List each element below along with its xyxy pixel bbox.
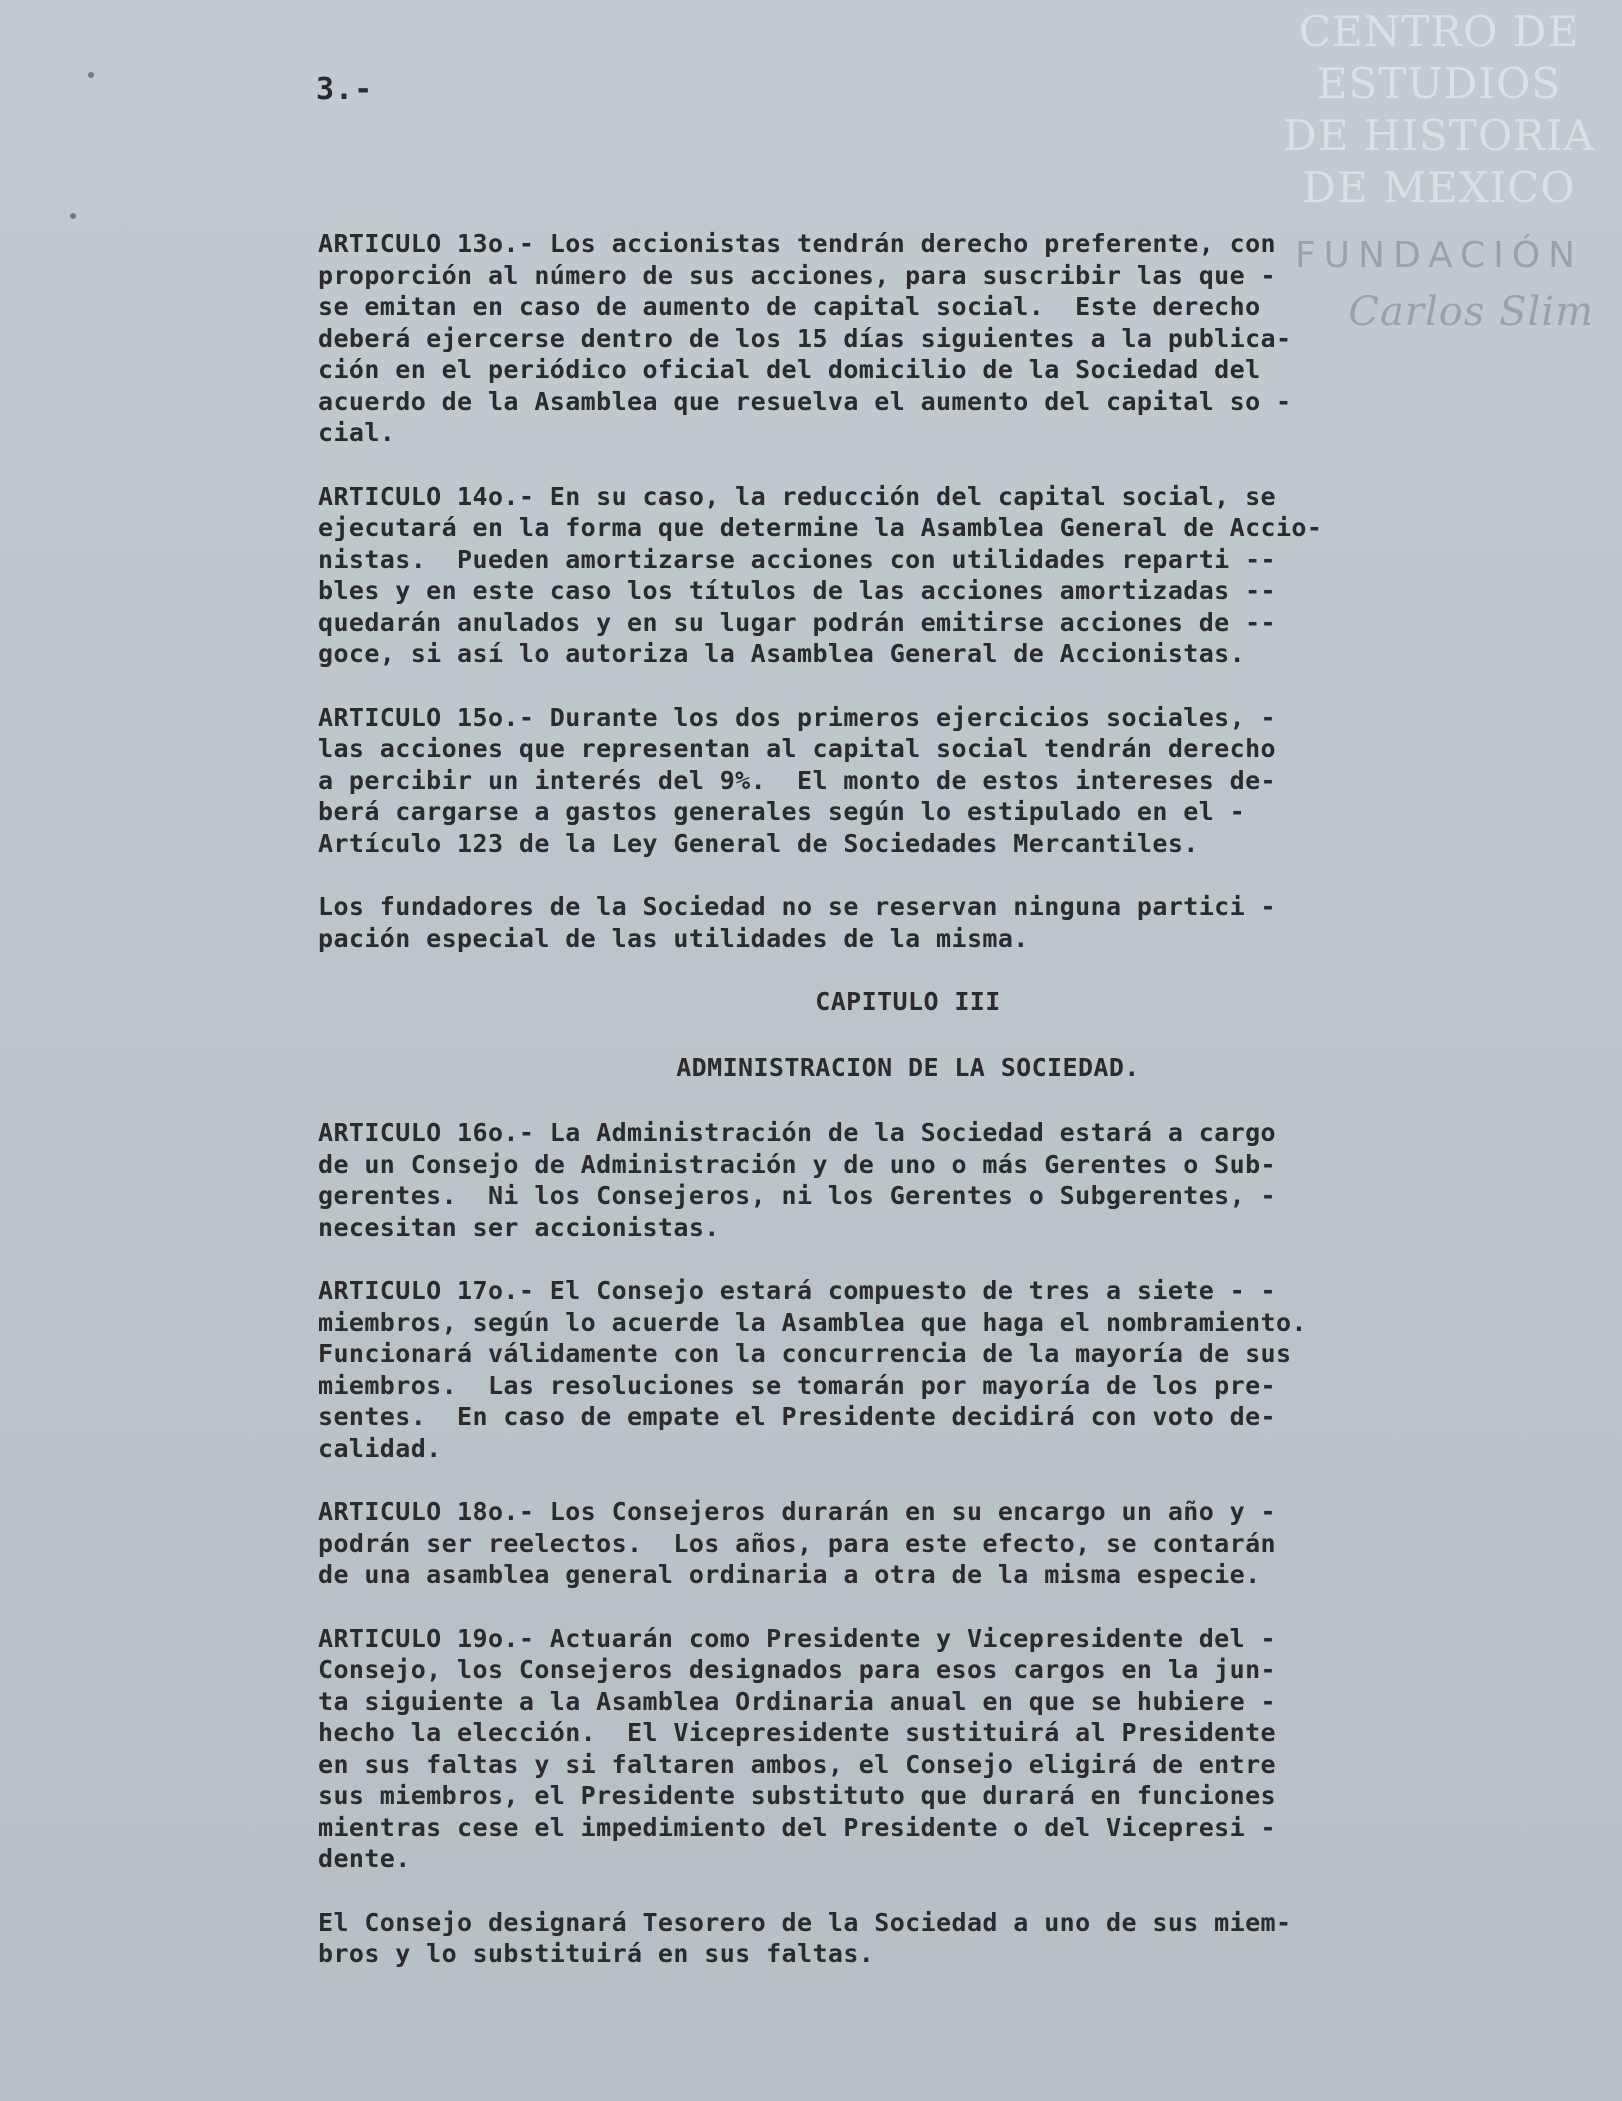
text-line: proporción al número de sus acciones, para suscribir las que - <box>318 260 1276 290</box>
paragraph <box>318 1275 1558 1464</box>
watermark-line: ESTUDIOS <box>1316 59 1562 108</box>
text-line: ARTICULO 16o.- La Administración de la Sociedad estará a cargo <box>318 1118 1276 1147</box>
text-line: ARTICULO 19o.- Actuarán como Presidente y Vicepresidente del - <box>318 1623 1276 1653</box>
text-line: bles y en este caso los títulos de las acciones amortizadas -- <box>318 576 1276 605</box>
paragraph <box>318 1117 1558 1243</box>
paragraph <box>318 702 1558 860</box>
text-line: necesitan ser accionistas. <box>318 1212 720 1242</box>
watermark-org: FUNDACIÓN <box>1294 235 1584 276</box>
chapter-subtitle: ADMINISTRACION DE LA SOCIEDAD. <box>676 1052 1140 1082</box>
text-line: en sus faltas y si faltaren ambos, el Consejo eligirá de entre <box>318 1749 1276 1779</box>
text-line: ARTICULO 15o.- Durante los dos primeros ejercicios sociales, - <box>318 702 1276 732</box>
articles-section <box>318 228 1558 954</box>
text-line: gerentes. Ni los Consejeros, ni los Gerentes o Subgerentes, - <box>318 1181 1276 1210</box>
watermark-line: CENTRO DE <box>1298 7 1580 56</box>
paragraph <box>318 228 1558 449</box>
watermark-line: DE MEXICO <box>1302 163 1576 212</box>
text-line: Artículo 123 de la Ley General de Sociedades Mercantiles. <box>318 828 1199 858</box>
text-line: mientras cese el impedimiento del Presidente o del Vicepresi - <box>318 1812 1276 1842</box>
text-line: calidad. <box>318 1433 442 1463</box>
text-line: pación especial de las utilidades de la misma. <box>318 923 1029 953</box>
watermark-line: DE HISTORIA <box>1283 111 1595 160</box>
text-line: sentes. En caso de empate el Presidente decidirá con voto de- <box>318 1402 1276 1431</box>
chapter-title: CAPITULO III <box>815 987 1001 1016</box>
text-line: goce, si así lo autoriza la Asamblea General de Accionistas. <box>318 639 1246 668</box>
text-line: ARTICULO 17o.- El Consejo estará compuesto de tres a siete - - <box>318 1276 1276 1305</box>
paragraph <box>318 1496 1558 1591</box>
text-line: se emitan en caso de aumento de capital social. Este derecho <box>318 292 1261 321</box>
text-line: de una asamblea general ordinaria a otra de la misma especie. <box>318 1560 1261 1589</box>
text-line: berá cargarse a gastos generales según lo estipulado en el - <box>318 797 1246 826</box>
text-line: dente. <box>318 1844 411 1873</box>
paragraph <box>318 481 1558 670</box>
text-line: ARTICULO 18o.- Los Consejeros durarán en su encargo un año y - <box>318 1497 1276 1526</box>
paragraph <box>318 1907 1558 1970</box>
text-line: bros y lo substituirá en sus faltas. <box>318 1939 875 1968</box>
text-line: quedarán anulados y en su lugar podrán emitirse acciones de -- <box>318 607 1276 637</box>
text-line: ejecutará en la forma que determine la Asamblea General de Accio- <box>318 513 1323 542</box>
text-line: nistas. Pueden amortizarse acciones con utilidades reparti -- <box>318 544 1276 574</box>
text-line: las acciones que representan al capital social tendrán derecho <box>318 734 1276 763</box>
text-line: acuerdo de la Asamblea que resuelva el aumento del capital so - <box>318 386 1292 416</box>
text-line: podrán ser reelectos. Los años, para este efecto, se contarán <box>318 1528 1276 1558</box>
text-line: hecho la elección. El Vicepresidente sustituirá al Presidente <box>318 1718 1276 1747</box>
text-line: El Consejo designará Tesorero de la Sociedad a uno de sus miem- <box>318 1907 1292 1937</box>
text-line: ción en el periódico oficial del domicilio de la Sociedad del <box>318 355 1261 384</box>
text-line: a percibir un interés del 9%. El monto de estos intereses de- <box>318 765 1276 795</box>
text-line: Los fundadores de la Sociedad no se reservan ninguna partici - <box>318 892 1276 921</box>
punch-mark <box>88 72 94 78</box>
text-line: ARTICULO 14o.- En su caso, la reducción del capital social, se <box>318 481 1276 511</box>
document-body <box>318 228 1558 2002</box>
text-line: cial. <box>318 418 396 447</box>
paragraph <box>318 891 1558 954</box>
text-line: Consejo, los Consejeros designados para esos cargos en la jun- <box>318 1655 1276 1684</box>
text-line: miembros. Las resoluciones se tomarán por mayoría de los pre- <box>318 1370 1276 1400</box>
text-line: de un Consejo de Administración y de uno o más Gerentes o Sub- <box>318 1149 1276 1179</box>
text-line: deberá ejercerse dentro de los 15 días siguientes a la publica- <box>318 323 1292 353</box>
text-line: Funcionará válidamente con la concurrencia de la mayoría de sus <box>318 1339 1292 1368</box>
punch-mark <box>70 213 76 219</box>
text-line: miembros, según lo acuerde la Asamblea que haga el nombramiento. <box>318 1307 1307 1337</box>
text-line: sus miembros, el Presidente substituto que durará en funciones <box>318 1781 1276 1810</box>
watermark-signature: Carlos Slim <box>1348 289 1594 335</box>
text-line: ta siguiente a la Asamblea Ordinaria anual en que se hubiere - <box>318 1686 1276 1716</box>
text-line: ARTICULO 13o.- Los accionistas tendrán derecho preferente, con <box>318 229 1276 258</box>
paragraph <box>318 1623 1558 1875</box>
page-number: 3.- <box>316 72 374 107</box>
administration-section <box>318 1117 1558 1970</box>
